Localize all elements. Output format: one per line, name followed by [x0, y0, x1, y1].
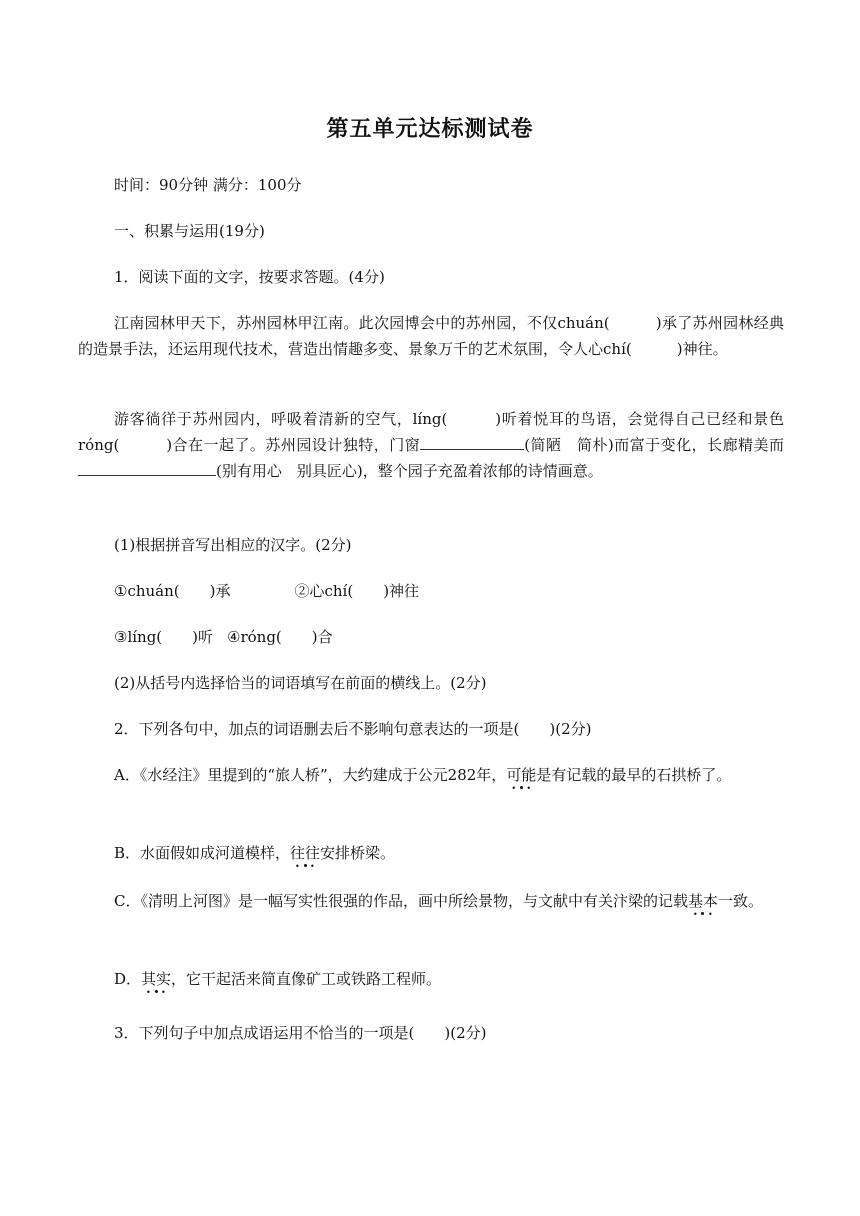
question-2-option-a — [78, 762, 784, 793]
option-d-dotted-word: 其实 — [141, 970, 172, 988]
question-1-sub-2: (2)从括号内选择恰当的词语填写在前面的横线上。(2分) — [114, 674, 487, 692]
question-1-passage-2 — [78, 406, 784, 484]
pinyin-item-4: ④róng( )合 — [227, 628, 333, 646]
option-b-dotted-word: 往往 — [290, 844, 321, 862]
pinyin-item-2: ②心chí( )神往 — [294, 582, 420, 600]
answer-blank-2[interactable] — [78, 458, 216, 476]
option-a-text-end: 是有记载的最早的石拱桥了。 — [536, 766, 732, 784]
exam-meta: 时间：90分钟 满分：100分 — [114, 176, 302, 194]
option-b-text-end: 安排桥梁。 — [320, 844, 396, 862]
section-heading: 一、积累与运用(19分) — [114, 222, 265, 240]
question-1-passage-1: 江南园林甲天下，苏州园林甲江南。此次园博会中的苏州园，不仅chuán( )承了苏州园林经典的造景手法，还运用现代技术，营造出情趣多变、景象万千的艺术氛围，令人心chí( )神往。 — [78, 314, 784, 358]
question-3-stem: 3．下列句子中加点成语运用不恰当的一项是( )(2分) — [114, 1024, 487, 1042]
passage-2-text-b: (简陋 简朴)而富于变化，长廊精美而 — [524, 436, 784, 454]
passage-2-text-c: (别有用心 别具匠心)，整个园子充盈着浓郁的诗情画意。 — [216, 462, 603, 480]
question-2-option-b — [78, 840, 820, 871]
question-2-option-c — [78, 888, 784, 919]
pinyin-item-3: ③líng( )听 — [114, 628, 214, 646]
pinyin-row-1 — [78, 578, 820, 604]
option-d-text: D． — [114, 970, 142, 988]
option-a-text: A．《水经注》里提到的“旅人桥”，大约建成于公元282年， — [114, 766, 507, 784]
question-1-stem: 1．阅读下面的文字，按要求答题。(4分) — [114, 268, 385, 286]
option-a-dotted-word: 可能 — [506, 766, 537, 784]
option-c-text: C．《清明上河图》是一幅写实性很强的作品，画中所绘景物，与文献中有关汴梁的记载 — [114, 892, 688, 910]
option-b-text: B．水面假如成河道模样， — [114, 844, 291, 862]
answer-blank-1[interactable] — [420, 432, 524, 450]
page-title: 第五单元达标测试卷 — [326, 117, 534, 142]
question-2-stem: 2．下列各句中，加点的词语删去后不影响句意表达的一项是( )(2分) — [114, 720, 592, 738]
option-c-text-end: 一致。 — [718, 892, 764, 910]
question-1-sub-1: (1)根据拼音写出相应的汉字。(2分) — [114, 536, 352, 554]
passage-2-text-a: 游客徜徉于苏州园内，呼吸着清新的空气，líng( )听着悦耳的鸟语，会觉得自己已经和景色róng( )合在一起了。苏州园设计独特，门窗 — [78, 410, 784, 454]
question-2-option-d — [78, 966, 820, 997]
option-c-dotted-word: 基本 — [687, 892, 718, 910]
pinyin-item-1: ①chuán( )承 — [114, 582, 231, 600]
pinyin-row-2 — [78, 624, 820, 650]
option-d-text-end: ，它干起活来简直像矿工或铁路工程师。 — [171, 970, 442, 988]
